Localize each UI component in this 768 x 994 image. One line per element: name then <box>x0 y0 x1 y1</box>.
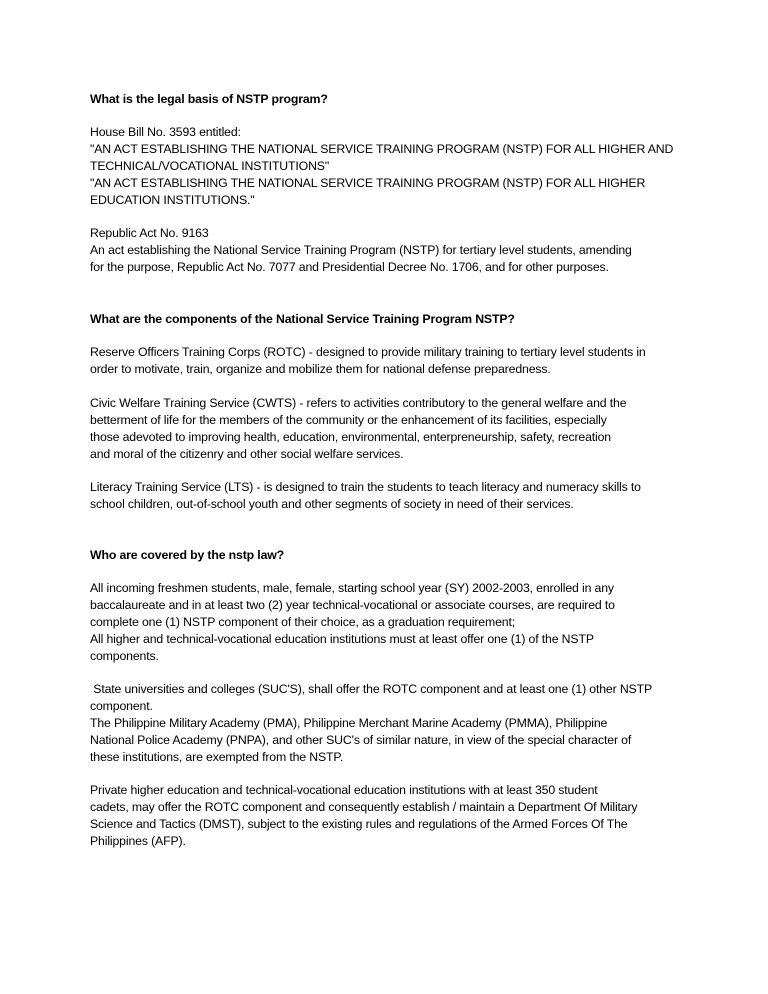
lts-line2: school children, out-of-school youth and other segments of society in need of their services. <box>90 497 574 511</box>
cwts-line3: those adevoted to improving health, education, environmental, enterpreneurship, safety, recreation <box>90 430 611 444</box>
republic-act-desc-line2: for the purpose, Republic Act No. 7077 and Presidential Decree No. 1706, and for other purposes. <box>90 260 609 274</box>
coverage-line1: All incoming freshmen students, male, female, starting school year (SY) 2002-2003, enrolled in any <box>90 581 614 595</box>
pma-line2: National Police Academy (PNPA), and other SUC's of similar nature, in view of the special character of <box>90 733 632 747</box>
cwts-line4: and moral of the citizenry and other social welfare services. <box>90 447 404 461</box>
republic-act-desc-line1: An act establishing the National Service Training Program (NSTP) for tertiary level students, amending <box>90 243 632 257</box>
house-bill-act1-line1: "AN ACT ESTABLISHING THE NATIONAL SERVICE TRAINING PROGRAM (NSTP) FOR ALL HIGHER AND <box>90 142 674 156</box>
cwts-line1: Civic Welfare Training Service (CWTS) - refers to activities contributory to the general welfare and the <box>90 396 627 410</box>
house-bill-act2-line1: "AN ACT ESTABLISHING THE NATIONAL SERVICE TRAINING PROGRAM (NSTP) FOR ALL HIGHER <box>90 176 646 190</box>
question-components-heading: What are the components of the National Service Training Program NSTP? <box>90 312 515 326</box>
pma-line1: The Philippine Military Academy (PMA), Philippine Merchant Marine Academy (PMMA), Philippine <box>90 716 608 730</box>
coverage-line4: All higher and technical-vocational education institutions must at least offer one (1) of the NSTP <box>90 632 594 646</box>
lts-line1: Literacy Training Service (LTS) - is designed to train the students to teach literacy and numeracy skills to <box>90 480 641 494</box>
rotc-line1: Reserve Officers Training Corps (ROTC) - designed to provide military training to tertiary level students in <box>90 345 646 359</box>
private-line1: Private higher education and technical-vocational education institutions with at least 350 student <box>90 783 598 797</box>
house-bill-act1-line2: TECHNICAL/VOCATIONAL INSTITUTIONS" <box>90 159 330 173</box>
coverage-line3: complete one (1) NSTP component of their choice, as a graduation requirement; <box>90 615 516 629</box>
suc-line1: State universities and colleges (SUC'S), shall offer the ROTC component and at least one (1) other NSTP <box>90 682 653 696</box>
cwts-line2: betterment of life for the members of the community or the enhancement of its facilities, especially <box>90 413 607 427</box>
rotc-line2: order to motivate, train, organize and mobilize them for national defense preparedness. <box>90 362 551 376</box>
question-coverage-heading: Who are covered by the nstp law? <box>90 548 285 562</box>
house-bill-act2-line2: EDUCATION INSTITUTIONS." <box>90 193 255 207</box>
private-line2: cadets, may offer the ROTC component and consequently establish / maintain a Department Of Military <box>90 800 638 814</box>
suc-line2: component. <box>90 699 153 713</box>
question-legal-basis-heading: What is the legal basis of NSTP program? <box>90 92 328 106</box>
coverage-line2: baccalaureate and in at least two (2) year technical-vocational or associate courses, are required to <box>90 598 615 612</box>
house-bill-title: House Bill No. 3593 entitled: <box>90 125 241 139</box>
private-line4: Philippines (AFP). <box>90 834 186 848</box>
document-page <box>90 0 690 994</box>
private-line3: Science and Tactics (DMST), subject to the existing rules and regulations of the Armed Forces Of The <box>90 817 628 831</box>
coverage-line5: components. <box>90 649 159 663</box>
republic-act-title: Republic Act No. 9163 <box>90 226 209 240</box>
pma-line3: these institutions, are exempted from the NSTP. <box>90 750 344 764</box>
